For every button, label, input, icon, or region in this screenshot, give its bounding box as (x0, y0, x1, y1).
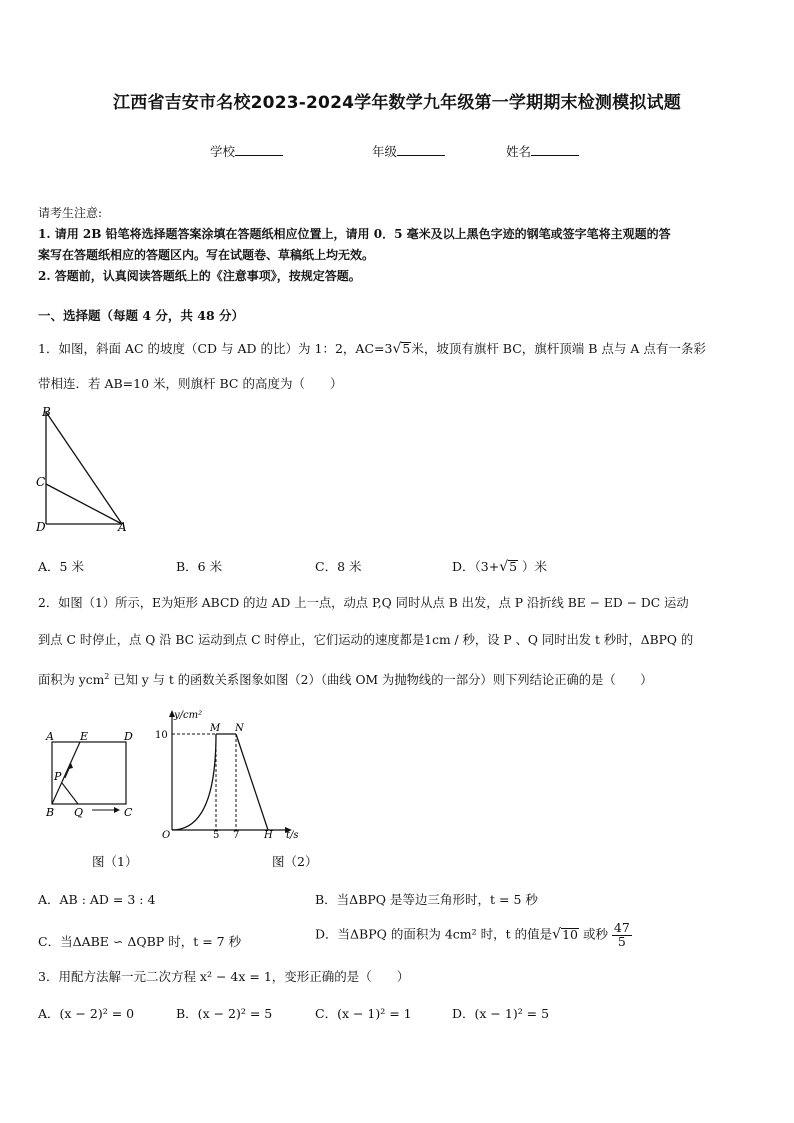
q2-line-1: 2．如图（1）所示，E为矩形 ABCD 的边 AD 上一点，动点 P,Q 同时从点 B 出发，点 P 沿折线 BE − ED − DC 运动 (38, 596, 689, 610)
q2-fig2-xlabel: t/s (286, 830, 299, 841)
q1-line-ca (46, 484, 122, 524)
q1-option-c[interactable]: C．8 米 (315, 559, 362, 574)
notice-line-2: 案写在答题纸相应的答题区内。写在试题卷、草稿纸上均无效。 (38, 248, 375, 262)
q2-fig1-label-p: P (54, 770, 62, 783)
q2-fig2-label-m: M (210, 723, 221, 734)
school-blank[interactable] (235, 143, 283, 156)
q2-fig1-label-d: D (124, 730, 133, 743)
q2-fig2-label-h: H (264, 830, 273, 841)
q1-option-d-post: ）米 (518, 559, 548, 574)
q1-label-d: D (36, 520, 46, 534)
grade-field[interactable] (372, 142, 445, 160)
q2-option-a[interactable]: A．AB : AD = 3 : 4 (38, 892, 156, 907)
q2-text-3a: 面积为 ycm (38, 673, 105, 687)
q1-text-a: 1．如图，斜面 AC 的坡度（CD 与 AD 的比）为 1：2，AC=3 (38, 341, 393, 356)
q1-root: 5 (402, 341, 411, 356)
q2-option-d-fraction (612, 922, 632, 948)
q1-line-1: 1．如图，斜面 AC 的坡度（CD 与 AD 的比）为 1：2，AC=3√5米，坡顶有旗杆 BC，旗杆顶端 B 点与 A 点有一条彩 (38, 341, 706, 357)
q2-figure-2 (150, 704, 310, 844)
q2-fig2-label-n: N (235, 723, 244, 734)
q3-line: 3．用配方法解一元二次方程 x² − 4x = 1，变形正确的是（ ） (38, 969, 410, 984)
q2-fig2-caption: 图（2） (272, 854, 318, 869)
q2-fig2-tick-10: 10 (155, 730, 168, 741)
q2-option-d[interactable]: D．当ΔBPQ 的面积为 4cm² 时，t 的值是√10 或秒 $\frac{47}{5}$ (315, 920, 630, 949)
q2-line-3 (38, 670, 653, 688)
q2-fig1-label-b: B (46, 806, 55, 819)
q2-fig1-line-pq (62, 783, 78, 804)
q1-label-a: A (118, 520, 127, 534)
q2-fig1-rectangle (52, 742, 126, 804)
q2-figure-1 (40, 726, 150, 826)
q2-fig1-label-a: A (46, 730, 54, 743)
q1-line-2: 带相连．若 AB=10 米，则旗杆 BC 的高度为（ ） (38, 376, 343, 391)
q1-text-b: 米，坡顶有旗杆 BC，旗杆顶端 B 点与 A 点有一条彩 (411, 341, 706, 356)
grade-blank[interactable] (397, 143, 445, 156)
q1-option-b[interactable]: B．6 米 (176, 559, 223, 574)
q2-fig2-ylabel: y/cm² (174, 710, 203, 721)
q2-fig1-label-e: E (80, 730, 89, 743)
page-title: 江西省吉安市名校2023-2024学年数学九年级第一学期期末检测模拟试题 (113, 93, 681, 113)
q3-option-c[interactable]: C．(x − 1)² = 1 (315, 1006, 412, 1021)
q1-option-a[interactable]: A．5 米 (38, 559, 84, 574)
q2-fig1-caption: 图（1） (92, 854, 138, 869)
q3-option-b[interactable]: B．(x − 2)² = 5 (176, 1006, 273, 1021)
name-label: 姓名 (506, 144, 532, 159)
q1-label-c: C (36, 475, 46, 489)
q2-option-d-root: 10 (562, 926, 578, 942)
notice-heading: 请考生注意: (38, 206, 103, 220)
q2-fig2-line-nh (236, 734, 268, 830)
q2-option-d-numerator: 47 (613, 920, 630, 935)
q2-fig2-tick-7: 7 (233, 830, 240, 841)
q2-text-3b: 已知 y 与 t 的函数关系图象如图（2）（曲线 OM 为抛物线的一部分）则下列结论正确的是（ ） (109, 673, 653, 687)
q2-option-d-pre: D．当ΔBPQ 的面积为 4cm² 时，t 的值是 (315, 926, 553, 942)
q2-fig1-arrowhead-q (114, 807, 120, 813)
q1-option-d[interactable]: D．（3+√5 ）米 (452, 559, 548, 575)
q2-option-c[interactable]: C．当ΔABE ∽ ΔQBP 时，t = 7 秒 (38, 934, 242, 949)
school-field[interactable] (210, 142, 283, 160)
q2-text-3-sup: 2 (104, 671, 110, 681)
q2-option-d-denominator: 5 (617, 933, 626, 949)
notice-line-3: 2. 答题前，认真阅读答题纸上的《注意事项》，按规定答题。 (38, 269, 361, 283)
grade-label: 年级 (372, 144, 398, 159)
q1-option-d-pre: D．（3+ (452, 559, 500, 574)
q2-fig1-label-c: C (124, 806, 133, 819)
notice-line-1: 1. 请用 2B 铅笔将选择题答案涂填在答题纸相应位置上，请用 0．5 毫米及以上黑色字迹的钢笔或签字笔将主观题的答 (38, 227, 671, 241)
q2-option-b[interactable]: B．当ΔBPQ 是等边三角形时，t = 5 秒 (315, 892, 538, 907)
q1-line-ba (46, 412, 122, 524)
q2-fig2-curve-om (172, 734, 216, 830)
q3-option-d[interactable]: D．(x − 1)² = 5 (452, 1006, 550, 1021)
q2-option-d-mid: 或秒 (578, 926, 612, 942)
q2-fig1-label-q: Q (74, 806, 84, 819)
name-blank[interactable] (531, 143, 579, 156)
q3-option-a[interactable]: A．(x − 2)² = 0 (38, 1006, 135, 1021)
q2-line-2: 到点 C 时停止，点 Q 沿 BC 运动到点 C 时停止，它们运动的速度都是1cm / 秒，设 P 、Q 同时出发 t 秒时，ΔBPQ 的 (38, 633, 694, 647)
school-label: 学校 (210, 144, 236, 159)
q1-option-d-root: 5 (509, 559, 518, 574)
q1-figure (32, 404, 132, 536)
name-field[interactable] (506, 142, 579, 160)
q2-fig2-tick-5: 5 (213, 830, 220, 841)
q1-label-b: B (42, 405, 51, 419)
q2-fig2-label-o: O (162, 830, 171, 841)
section-heading: 一、选择题（每题 4 分，共 48 分） (38, 308, 245, 323)
